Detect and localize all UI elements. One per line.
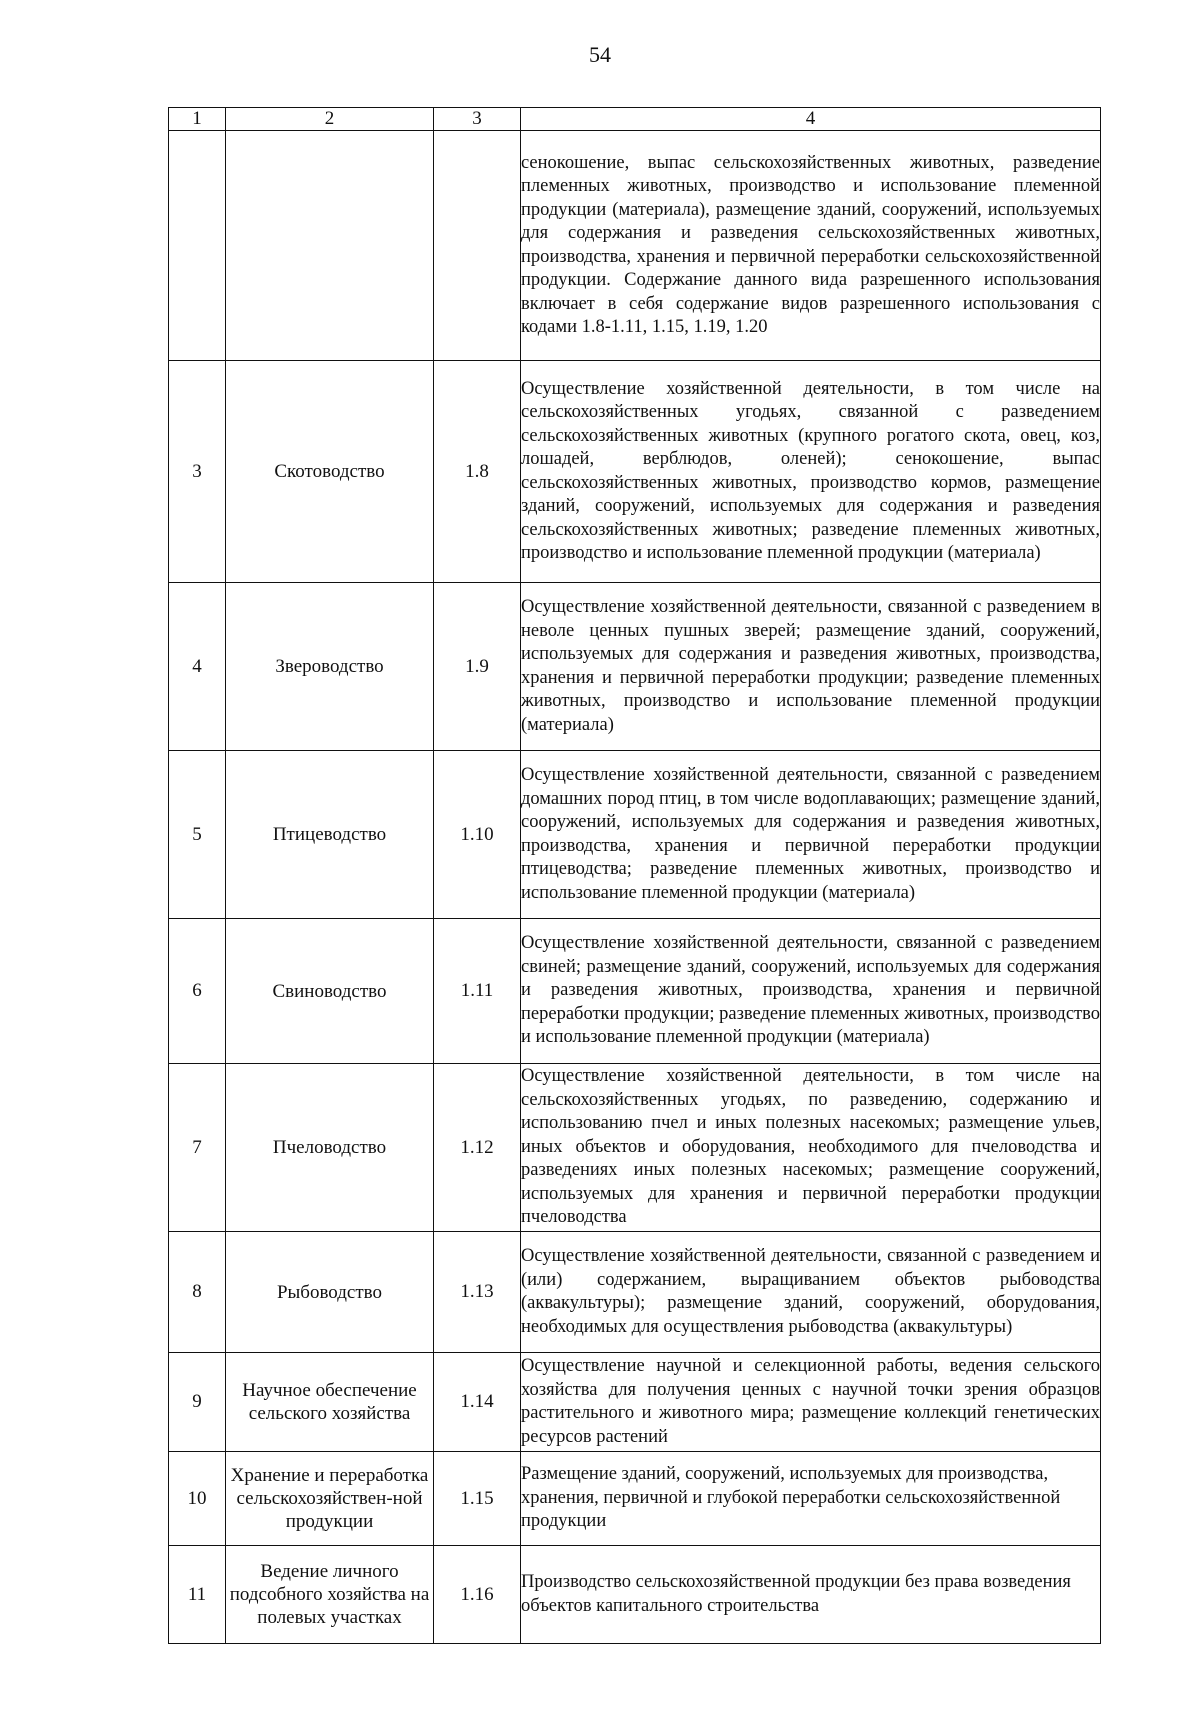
table-row: [169, 583, 1101, 751]
use-type-code: 1.12: [434, 1064, 521, 1232]
page-number: 54: [589, 42, 611, 67]
row-number: 7: [169, 1064, 226, 1232]
use-type-code: 1.15: [434, 1452, 521, 1546]
row-number: 4: [169, 583, 226, 751]
table-row: [169, 1232, 1101, 1353]
use-type-code: 1.8: [434, 361, 521, 583]
row-number: 6: [169, 919, 226, 1064]
use-type-description: Осуществление научной и селекционной работы, ведения сельского хозяйства для получения ценных с научной точки зрения образцов растительного и животного мира; размещение коллекций генетических ресурсов растений: [521, 1353, 1101, 1452]
use-type-description: Производство сельскохозяйственной продукции без права возведения объектов капитального строительства: [521, 1546, 1101, 1644]
use-type-description: Осуществление хозяйственной деятельности, в том числе на сельскохозяйственных угодьях, по разведению, содержанию и использованию пчел и иных полезных насекомых; размещение ульев, иных объектов и оборудования, необходимого для пчеловодства и разведениях иных полезных насекомых; размещение сооружений, используемых для хранения и первичной переработки продукции пчеловодства: [521, 1064, 1101, 1232]
row-number: 11: [169, 1546, 226, 1644]
use-type-name: Свиноводство: [226, 919, 434, 1064]
use-type-name: Ведение личного подсобного хозяйства на полевых участках: [226, 1546, 434, 1644]
row-number: 9: [169, 1353, 226, 1452]
row-number: 5: [169, 751, 226, 919]
row-number: [169, 131, 226, 361]
land-use-table: [168, 107, 1101, 1644]
use-type-description: Осуществление хозяйственной деятельности, связанной с разведением свиней; размещение зданий, сооружений, используемых для содержания и разведения животных, производства, хранения и первичной переработки продукции; разведение племенных животных, производство и использование племенной продукции (материала): [521, 919, 1101, 1064]
use-type-name: Пчеловодство: [226, 1064, 434, 1232]
use-type-description: сенокошение, выпас сельскохозяйственных животных, разведение племенных животных, производство и использование племенной продукции (материала), размещение зданий, сооружений, используемых для содержания и разведения сельскохозяйственных животных, производства, хранения и первичной переработки сельскохозяйственной продукции. Содержание данного вида разрешенного использования включает в себя содержание видов разрешенного использования с кодами 1.8-1.11, 1.15, 1.19, 1.20: [521, 131, 1101, 361]
column-header-1: 1: [169, 108, 226, 131]
use-type-description: Осуществление хозяйственной деятельности, связанной с разведением домашних пород птиц, в том числе водоплавающих; размещение зданий, сооружений, используемых для содержания и разведения животных, производства, хранения и первичной переработки продукции птицеводства; разведение племенных животных, производство и использование племенной продукции (материала): [521, 751, 1101, 919]
use-type-name: Звероводство: [226, 583, 434, 751]
table-row: [169, 361, 1101, 583]
row-number: 3: [169, 361, 226, 583]
use-type-name: Рыбоводство: [226, 1232, 434, 1353]
table-row: [169, 1353, 1101, 1452]
use-type-name: Птицеводство: [226, 751, 434, 919]
use-type-code: [434, 131, 521, 361]
use-type-description: Размещение зданий, сооружений, используемых для производства, хранения, первичной и глубокой переработки сельскохозяйственной продукции: [521, 1452, 1101, 1546]
row-number: 10: [169, 1452, 226, 1546]
use-type-code: 1.14: [434, 1353, 521, 1452]
use-type-name: [226, 131, 434, 361]
use-type-code: 1.16: [434, 1546, 521, 1644]
table-row: [169, 751, 1101, 919]
table-row: [169, 131, 1101, 361]
column-header-2: 2: [226, 108, 434, 131]
table-row: [169, 1452, 1101, 1546]
use-type-code: 1.9: [434, 583, 521, 751]
use-type-description: Осуществление хозяйственной деятельности, связанной с разведением в неволе ценных пушных зверей; размещение зданий, сооружений, используемых для содержания и разведения животных, производства, хранения и первичной переработки продукции; разведение племенных животных, производство и использование племенной продукции (материала): [521, 583, 1101, 751]
column-header-4: 4: [521, 108, 1101, 131]
table-row: [169, 919, 1101, 1064]
table-row: [169, 1546, 1101, 1644]
table-row: [169, 1064, 1101, 1232]
use-type-name: Скотоводство: [226, 361, 434, 583]
use-type-code: 1.13: [434, 1232, 521, 1353]
use-type-description: Осуществление хозяйственной деятельности, в том числе на сельскохозяйственных угодьях, связанной с разведением сельскохозяйственных животных (крупного рогатого скота, овец, коз, лошадей, верблюдов, оленей); сенокошение, выпас сельскохозяйственных животных, производство кормов, размещение зданий, сооружений, используемых для содержания и разведения сельскохозяйственных животных; разведение племенных животных, производство и использование племенной продукции (материала): [521, 361, 1101, 583]
column-header-3: 3: [434, 108, 521, 131]
row-number: 8: [169, 1232, 226, 1353]
table-header-row: [169, 108, 1101, 131]
use-type-name: Хранение и переработка сельскохозяйствен-ной продукции: [226, 1452, 434, 1546]
use-type-name: Научное обеспечение сельского хозяйства: [226, 1353, 434, 1452]
use-type-code: 1.11: [434, 919, 521, 1064]
use-type-code: 1.10: [434, 751, 521, 919]
use-type-description: Осуществление хозяйственной деятельности, связанной с разведением и (или) содержанием, выращиванием объектов рыбоводства (аквакультуры); размещение зданий, сооружений, оборудования, необходимых для осуществления рыбоводства (аквакультуры): [521, 1232, 1101, 1353]
